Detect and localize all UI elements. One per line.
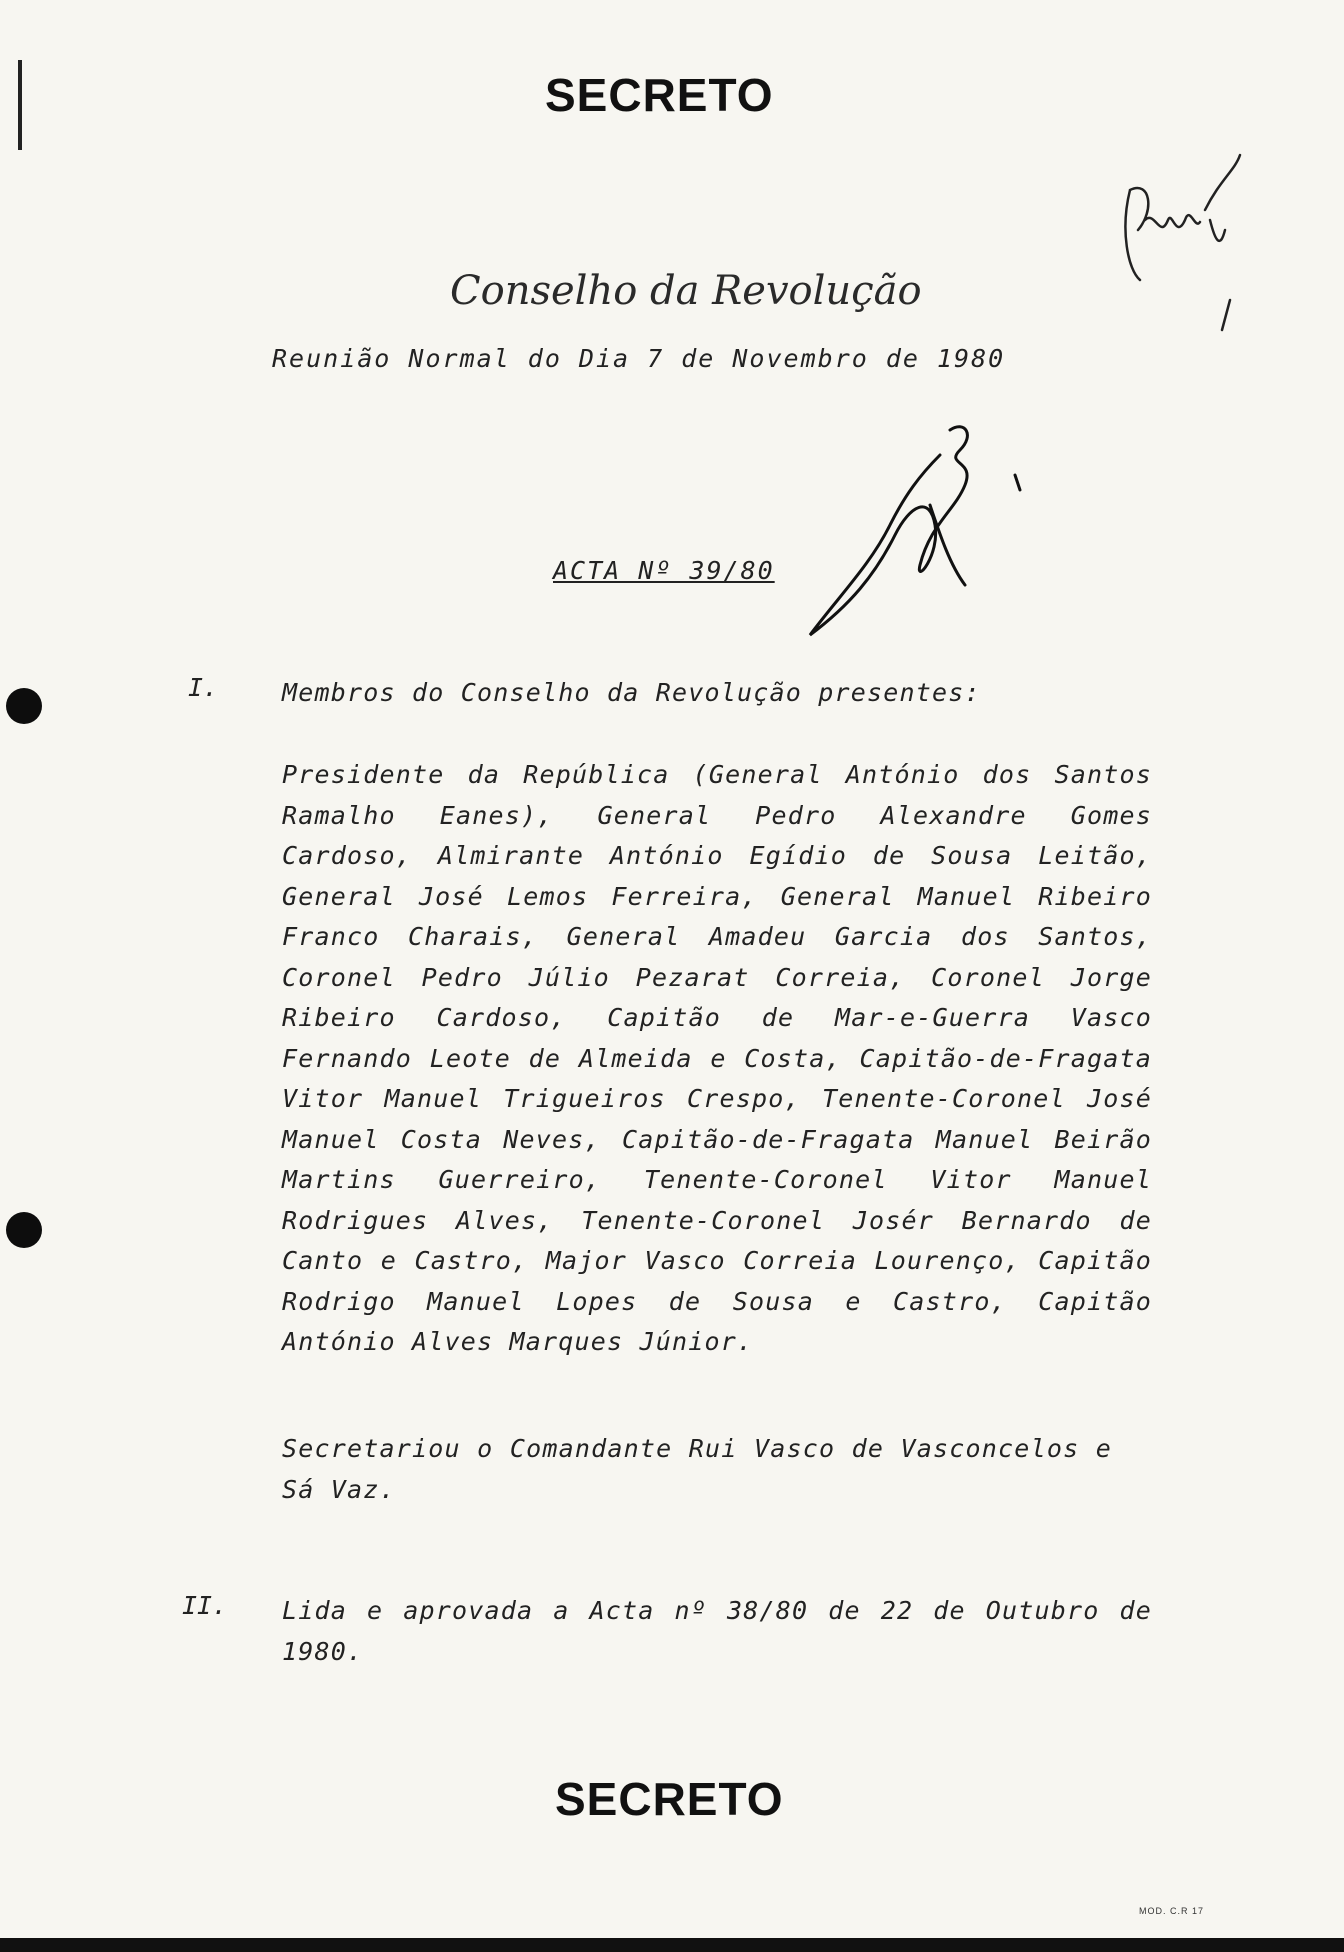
- meeting-subtitle: Reunião Normal do Dia 7 de Novembro de 1980: [272, 344, 1006, 373]
- acta-number: ACTA Nº 39/80: [553, 556, 775, 585]
- punch-hole-top: [6, 688, 42, 724]
- section-numeral-2: II.: [182, 1591, 228, 1620]
- section-2-text: Lida e aprovada a Acta nº 38/80 de 22 de Outubro de 1980.: [282, 1596, 1152, 1666]
- members-list: Presidente da República (General António dos Santos Ramalho Eanes), General Pedro Alexandre Gomes Cardoso, Almirante António Egídio de Sousa Leitão, General José Lemos Ferreira, General Manuel Ribeiro Franco Charais, General Amadeu Garcia dos Santos, Coronel Pedro Júlio Pezarat Correia, Coronel Jorge Ribeiro Cardoso, Capitão de Mar-e-Guerra Vasco Fernando Leote de Almeida e Costa, Capitão-de-Fragata Vitor Manuel Trigueiros Crespo, Tenente-Coronel José Manuel Costa Neves, Capitão-de-Fragata Manuel Beirão Martins Guerreiro, Tenente-Coronel Vitor Manuel Rodrigues Alves, Tenente-Coronel Josér Bernardo de Canto e Castro, Major Vasco Correia Lourenço, Capitão Rodrigo Manuel Lopes de Sousa e Castro, Capitão António Alves Marques Júnior.: [282, 760, 1152, 1356]
- handwritten-initials: [1110, 150, 1250, 340]
- classification-stamp-top: SECRETO: [545, 69, 774, 121]
- scan-edge: [0, 1938, 1344, 1952]
- form-code: MOD. C.R 17: [1138, 1906, 1204, 1916]
- margin-mark: [18, 60, 22, 150]
- punch-hole-bottom: [6, 1212, 42, 1248]
- section-numeral-1: I.: [188, 673, 219, 702]
- council-title: Conselho da Revolução: [450, 268, 922, 314]
- secretary-note: Secretariou o Comandante Rui Vasco de Vasconcelos e Sá Vaz.: [282, 1434, 1112, 1504]
- section-1-heading: Membros do Conselho da Revolução presentes:: [282, 678, 981, 707]
- signature: [790, 415, 1030, 645]
- classification-stamp-bottom: SECRETO: [555, 1773, 784, 1825]
